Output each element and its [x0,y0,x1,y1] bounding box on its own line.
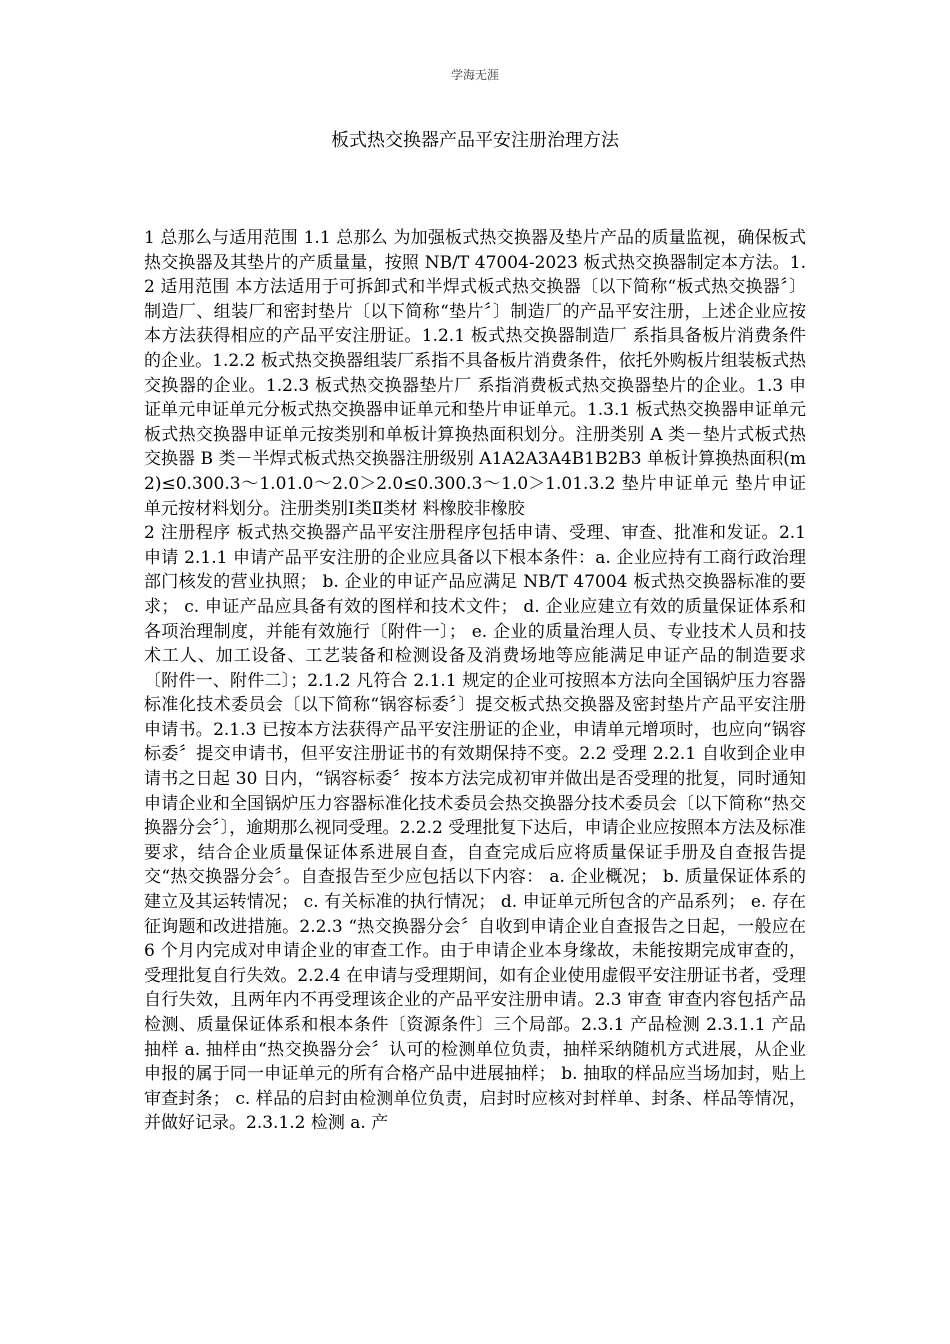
page-header: 学海无涯 [450,68,499,82]
paragraph-registration-procedure: 2 注册程序 板式热交换器产品平安注册程序包括申请、受理、审查、批准和发证。2.1 申请 2.1.1 申请产品平安注册的企业应具备以下根本条件：a. 企业应持有工商行政治理部门核发的营业执照； b. 企业的申证产品应满足 NB/T 47004 板式热交换器标准的要求； c. 申证产品应具备有效的图样和技术文件； d. 企业应建立有效的质量保证体系和各项治理制度，并能有效施行〔附件一〕； e. 企业的质量治理人员、专业技术人员和技术工人、加工设备、工艺装备和检测设备及消费场地等应能满足申证产品的制造要求〔附件一、附件二〕；2.1.2 凡符合 2.1.1 规定的企业可按照本方法向全国锅炉压力容器标准化技术委员会〔以下简称“锅容标委〞〕提交板式热交换器及密封垫片产品平安注册申请书。2.1.3 已按本方法获得产品平安注册证的企业，申请单元增项时，也应向“锅容标委〞提交申请书，但平安注册证书的有效期保持不变。2.2 受理 2.2.1 自收到企业申请书之日起 30 日内，“锅容标委〞按本方法完成初审并做出是否受理的批复，同时通知申请企业和全国锅炉压力容器标准化技术委员会热交换器分技术委员会〔以下简称“热交换器分会〞〕，逾期那么视同受理。2.2.2 受理批复下达后，申请企业应按照本方法及标准要求，结合企业质量保证体系进展自查，自查完成后应将质量保证手册及自查报告提交“热交换器分会〞。自查报告至少应包括以下内容： a. 企业概况； b. 质量保证体系的建立及其运转情况； c. 有关标准的执行情况； d. 申证单元所包含的产品系列； e. 存在征询题和改进措施。2.2.3 “热交换器分会〞自收到申请企业自查报告之日起，一般应在 6 个月内完成对申请企业的审查工作。由于申请企业本身缘故，未能按期完成审查的，受理批复自行失效。2.2.4 在申请与受理期间，如有企业使用虚假平安注册证书者，受理自行失效，且两年内不再受理该企业的产品平安注册申请。2.3 审查 审查内容包括产品检测、质量保证体系和根本条件〔资源条件〕三个局部。2.3.1 产品检测 2.3.1.1 产品抽样 a. 抽样由“热交换器分会〞认可的检测单位负责，抽样采纳随机方式进展，从企业申报的属于同一申证单元的所有合格产品中进展抽样； b. 抽取的样品应当场加封，贴上审查封条； c. 样品的启封由检测单位负责，启封时应核对封样单、封条、样品等情况，并做好记录。2.3.1.2 检测 a. 产 [144,523,806,1134]
document-body [144,226,806,1136]
document-title: 板式热交换器产品平安注册治理方法 [331,130,619,151]
paragraph-general-scope: 1 总那么与适用范围 1.1 总那么 为加强板式热交换器及垫片产品的质量监视，确保板式热交换器及其垫片的产质量量，按照 NB/T 47004-2023 板式热交换器制定本方法。1.2 适用范围 本方法适用于可拆卸式和半焊式板式热交换器〔以下简称“板式热交换器〞〕制造厂、组装厂和密封垫片〔以下简称“垫片〞〕制造厂的产品平安注册，上述企业应按本方法获得相应的产品平安注册证。1.2.1 板式热交换器制造厂 系指具备板片消费条件的企业。1.2.2 板式热交换器组装厂系指不具备板片消费条件，依托外购板片组装板式热交换器的企业。1.2.3 板式热交换器垫片厂 系指消费板式热交换器垫片的企业。1.3 申证单元申证单元分板式热交换器申证单元和垫片申证单元。1.3.1 板式热交换器申证单元板式热交换器申证单元按类别和单板计算换热面积划分。注册类别 A 类－垫片式板式热交换器 B 类－半焊式板式热交换器注册级别 A1A2A3A4B1B2B3 单板计算换热面积(m2)≤0.300.3～1.01.0～2.0＞2.0≤0.300.3～1.0＞1.01.3.2 垫片申证单元 垫片申证单元按材料划分。注册类别Ⅰ类Ⅱ类材 料橡胶非橡胶 [144,228,806,519]
